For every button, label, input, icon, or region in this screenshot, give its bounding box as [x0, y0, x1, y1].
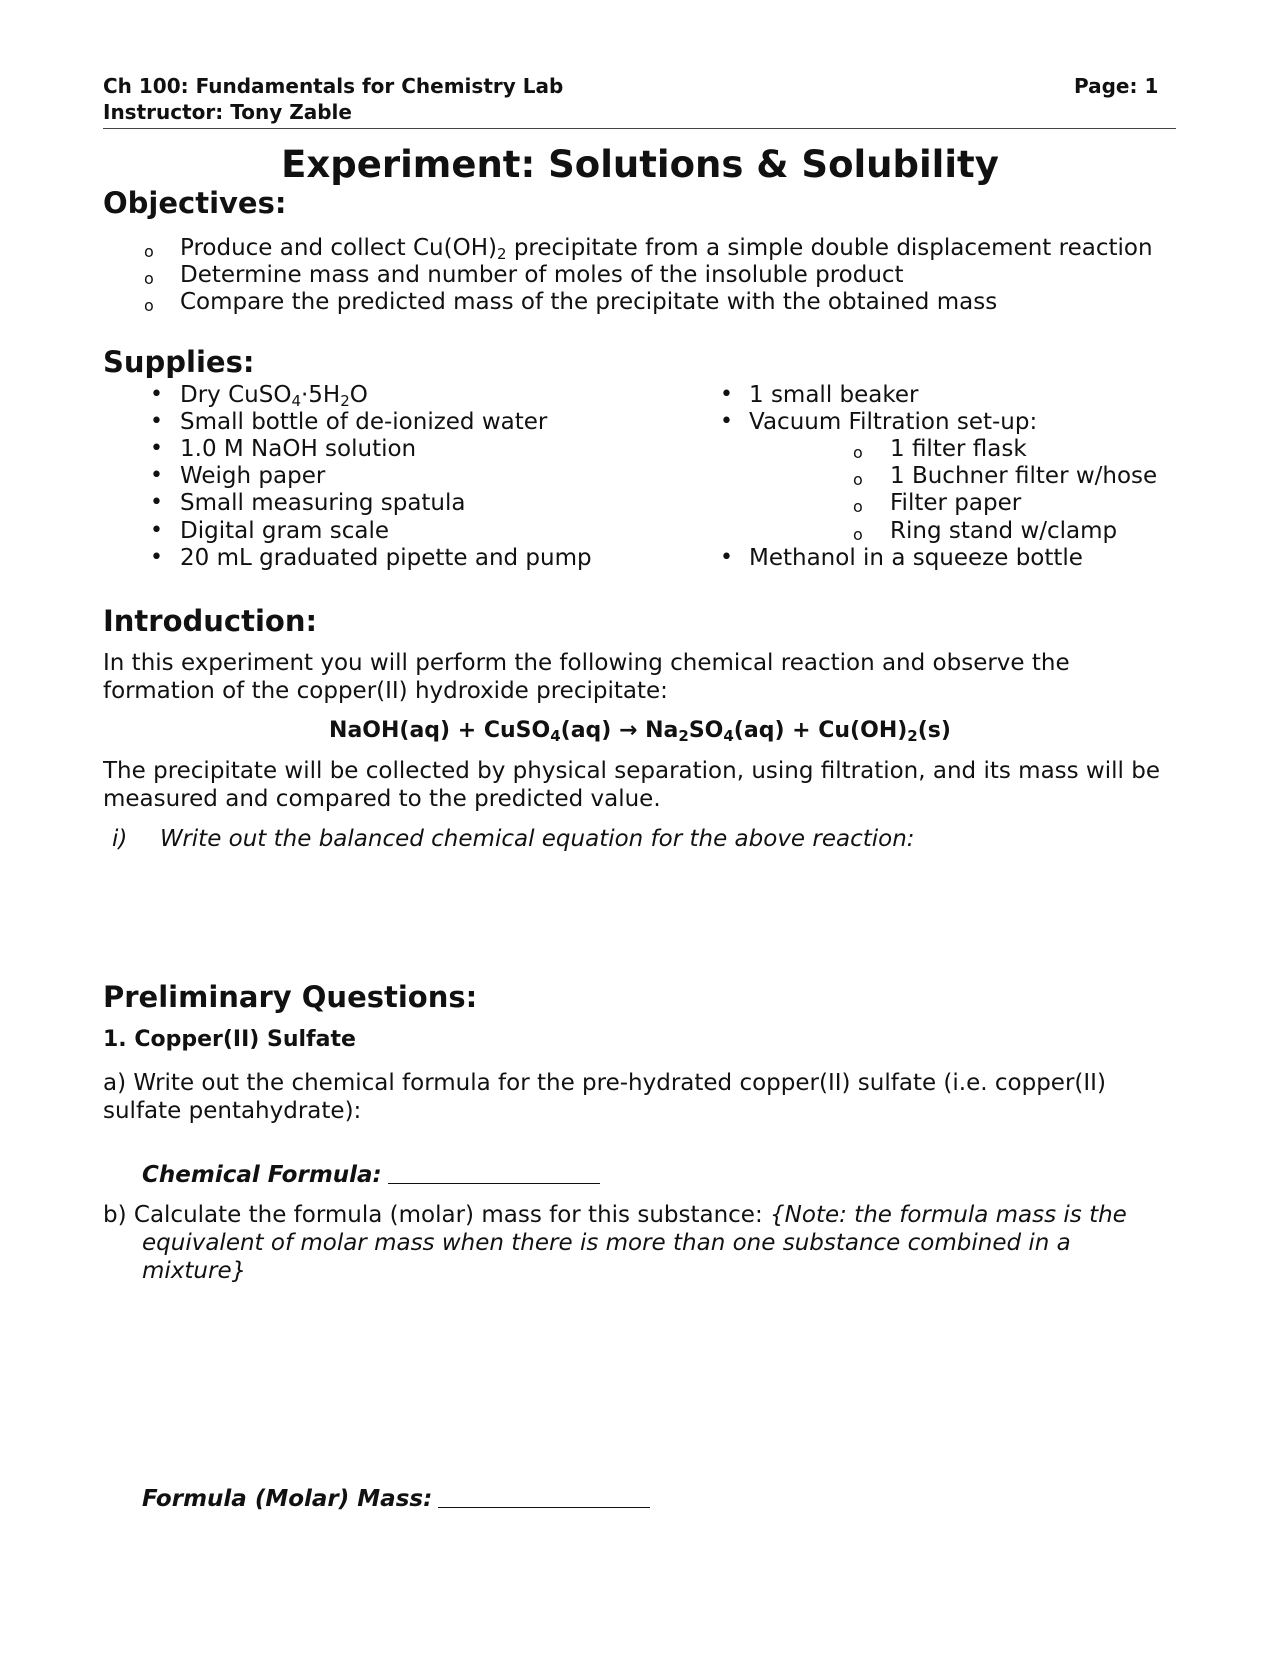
supply-item: Digital gram scale	[180, 518, 390, 544]
page-number: Page: 1	[1074, 74, 1159, 98]
supply-sub-item: Filter paper	[890, 490, 1022, 516]
introduction-heading: Introduction:	[103, 604, 318, 638]
question-text: Write out the balanced chemical equation for the above reaction:	[160, 826, 915, 852]
supply-bullet: •	[720, 382, 733, 407]
answer-blank[interactable]	[388, 1163, 600, 1184]
supply-item: Dry $CuSO_4\cdot 5H_2O$	[180, 382, 368, 410]
supply-item: Methanol in a squeeze bottle	[749, 545, 1083, 571]
supply-bullet: •	[150, 518, 163, 543]
chemical-formula-answer[interactable]: Chemical Formula:	[142, 1162, 600, 1188]
intro-paragraph-line: In this experiment you will perform the following chemical reaction and observe the	[103, 650, 1070, 676]
objective-bullet: o	[144, 242, 154, 261]
question-a-line: a) Write out the chemical formula for the pre-hydrated copper(II) sulfate (i.e. copper(II)	[103, 1070, 1106, 1096]
question-a-line: sulfate pentahydrate):	[103, 1098, 362, 1124]
supply-sub-bullet: o	[853, 525, 863, 544]
supply-item: Small bottle of de-ionized water	[180, 409, 548, 435]
supply-item: Weigh paper	[180, 463, 326, 489]
supply-bullet: •	[720, 545, 733, 570]
supply-item: 1 small beaker	[749, 382, 919, 408]
supply-sub-item: 1 filter flask	[890, 436, 1027, 462]
objective-item-3: Compare the predicted mass of the precipitate with the obtained mass	[180, 289, 998, 315]
objective-item-2: Determine mass and number of moles of the insoluble product	[180, 262, 904, 288]
supplies-heading: Supplies:	[103, 345, 255, 379]
instructor: Instructor: Tony Zable	[103, 100, 352, 124]
intro-paragraph-line: formation of the copper(II) hydroxide precipitate:	[103, 678, 668, 704]
supply-bullet: •	[720, 409, 733, 434]
supply-sub-item: 1 Buchner filter w/hose	[890, 463, 1158, 489]
objective-bullet: o	[144, 296, 154, 315]
question-number: i)	[112, 826, 128, 852]
intro-paragraph-line: measured and compared to the predicted value.	[103, 786, 661, 812]
supply-item: 20 mL graduated pipette and pump	[180, 545, 592, 571]
intro-paragraph-line: The precipitate will be collected by physical separation, using filtration, and its mass will be	[103, 758, 1160, 784]
supply-item: Vacuum Filtration set-up:	[749, 409, 1038, 435]
question-b-line: b) Calculate the formula (molar) mass for this substance: {Note: the formula mass is the	[103, 1202, 1127, 1228]
objectives-heading: Objectives:	[103, 186, 287, 220]
answer-blank[interactable]	[438, 1487, 650, 1508]
preliminary-heading: Preliminary Questions:	[103, 980, 478, 1014]
supply-sub-bullet: o	[853, 497, 863, 516]
supply-bullet: •	[150, 382, 163, 407]
supply-bullet: •	[150, 436, 163, 461]
supply-sub-item: Ring stand w/clamp	[890, 518, 1118, 544]
supply-bullet: •	[150, 545, 163, 570]
reaction-equation: NaOH(aq) + CuSO$_4$(aq) → $Na_2SO_4(aq) + Cu(OH)_2(s)$	[329, 718, 951, 745]
supply-sub-bullet: o	[853, 470, 863, 489]
question-b-line: equivalent of molar mass when there is more than one substance combined in a	[142, 1230, 1071, 1256]
supply-sub-bullet: o	[853, 443, 863, 462]
course-title: Ch 100: Fundamentals for Chemistry Lab	[103, 74, 564, 98]
objective-bullet: o	[144, 269, 154, 288]
molar-mass-answer[interactable]: Formula (Molar) Mass:	[142, 1486, 650, 1512]
page-title: Experiment: Solutions & Solubility	[281, 143, 999, 186]
objective-item-1: Produce and collect $Cu(OH)_2$ precipitate from a simple double displacement reaction	[180, 235, 1153, 263]
supply-bullet: •	[150, 490, 163, 515]
header-rule	[103, 128, 1176, 129]
supply-item: 1.0 M NaOH solution	[180, 436, 417, 462]
supply-bullet: •	[150, 463, 163, 488]
supply-bullet: •	[150, 409, 163, 434]
question-subheading: 1. Copper(II) Sulfate	[103, 1027, 356, 1052]
supply-item: Small measuring spatula	[180, 490, 466, 516]
question-b-line: mixture}	[142, 1258, 247, 1284]
